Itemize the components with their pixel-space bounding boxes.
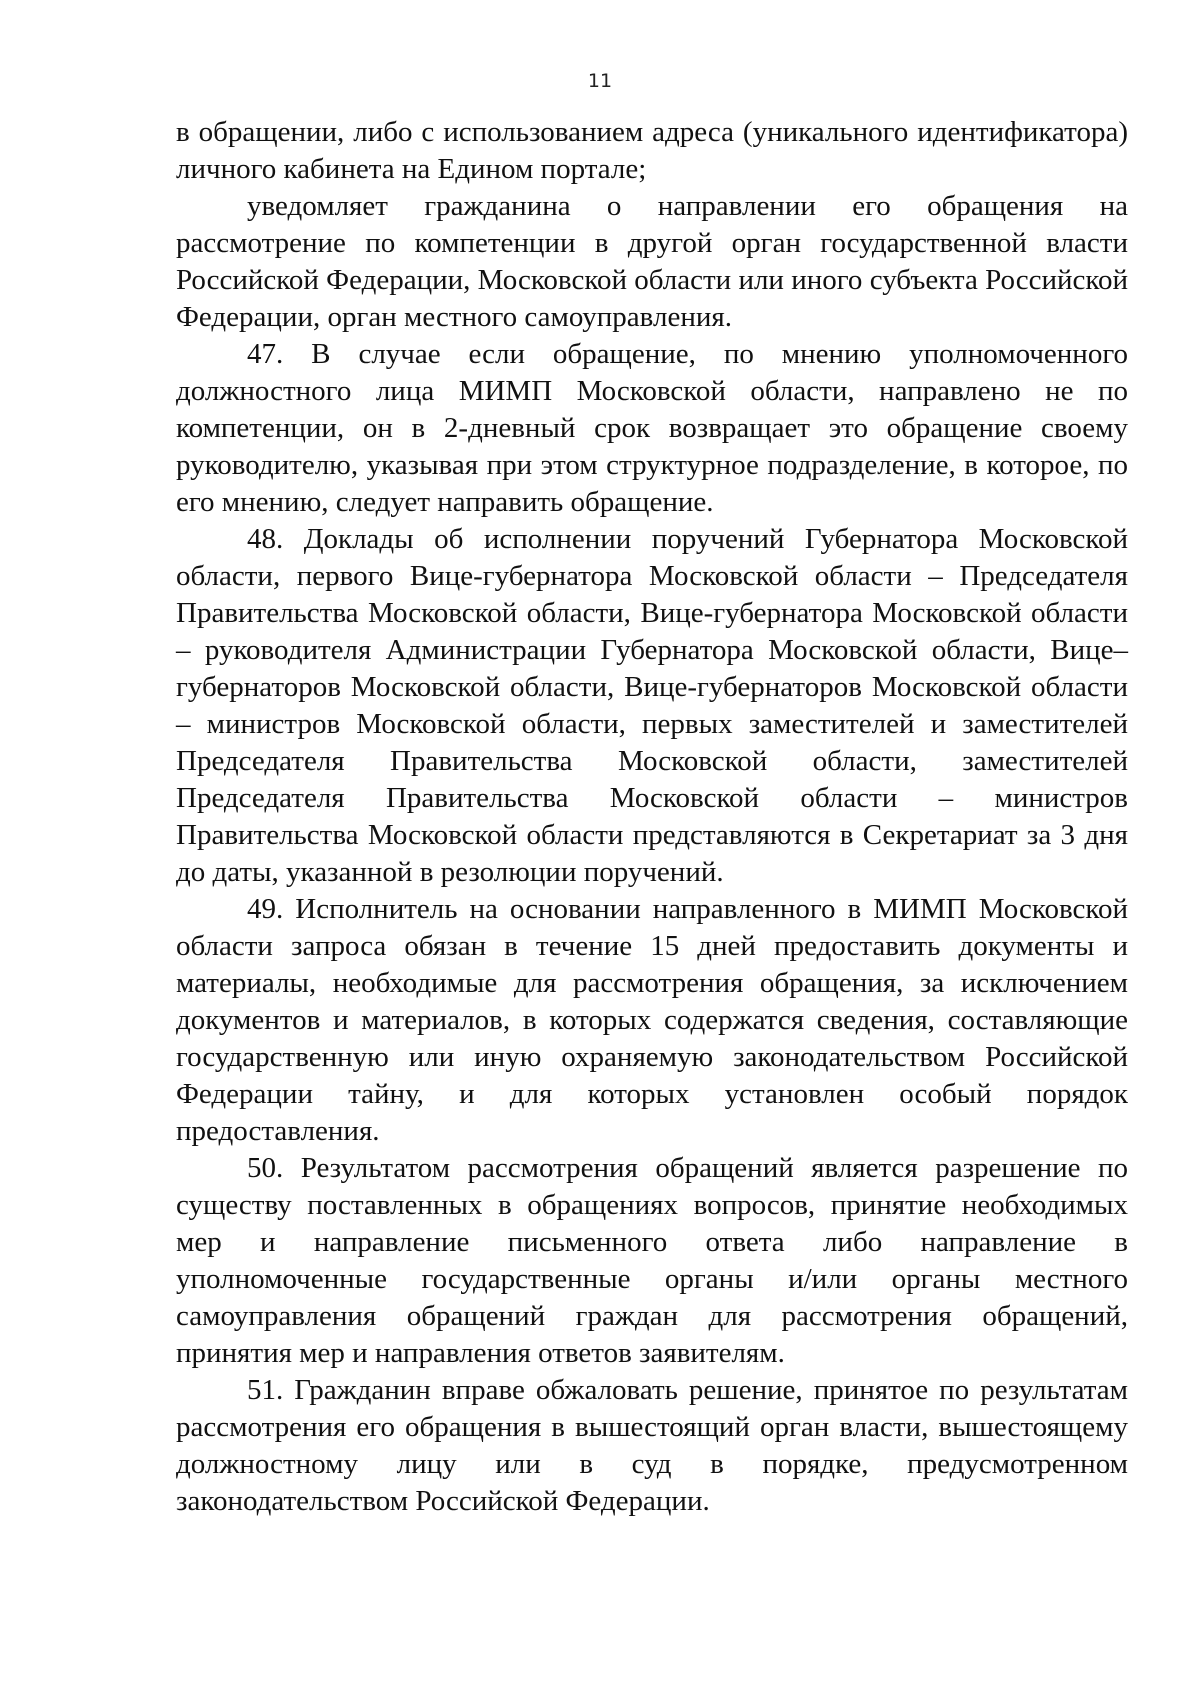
page-number: 11 bbox=[587, 70, 613, 92]
paragraph-50: 50. Результатом рассмотрения обращений является разрешение по существу поставленных в обращениях вопросов, принятие необходимых мер и направление письменного ответа либо направление в уполномоченные государственные органы и/или органы местного самоуправления обращений граждан для рассмотрения обращений, принятия мер и направления ответов заявителям. bbox=[176, 1152, 1128, 1369]
paragraph-49: 49. Исполнитель на основании направленного в МИМП Московской области запроса обязан в течение 15 дней предоставить документы и материалы, необходимые для рассмотрения обращения, за исключением документов и материалов, в которых содержатся сведения, составляющие государственную или иную охраняемую законодательством Российской Федерации тайну, и для которых установлен особый порядок предоставления. bbox=[176, 893, 1128, 1147]
paragraph-51: 51. Гражданин вправе обжаловать решение, принятое по результатам рассмотрения его обращения в вышестоящий орган власти, вышестоящему должностному лицу или в суд в порядке, предусмотренном законодательством Российской Федерации. bbox=[176, 1374, 1128, 1517]
paragraph-47: 47. В случае если обращение, по мнению уполномоченного должностного лица МИМП Московской области, направлено не по компетенции, он в 2-дневный срок возвращает это обращение своему руководителю, указывая при этом структурное подразделение, в которое, по его мнению, следует направить обращение. bbox=[176, 338, 1128, 518]
document-body bbox=[176, 114, 1128, 1520]
paragraph-48: 48. Доклады об исполнении поручений Губернатора Московской области, первого Вице-губернатора Московской области – Председателя Правительства Московской области, Вице-губернатора Московской области – руководителя Администрации Губернатора Московской области, Вице–губернаторов Московской области, Вице-губернаторов Московской области – министров Московской области, первых заместителей и заместителей Председателя Правительства Московской области, заместителей Председателя Правительства Московской области – министров Правительства Московской области представляются в Секретариат за 3 дня до даты, указанной в резолюции поручений. bbox=[176, 523, 1128, 888]
paragraph-notification: уведомляет гражданина о направлении его обращения на рассмотрение по компетенции в другой орган государственной власти Российской Федерации, Московской области или иного субъекта Российской Федерации, орган местного самоуправления. bbox=[176, 190, 1128, 333]
paragraph-continuation: в обращении, либо с использованием адреса (уникального идентификатора) личного кабинета на Едином портале; bbox=[176, 116, 1128, 185]
